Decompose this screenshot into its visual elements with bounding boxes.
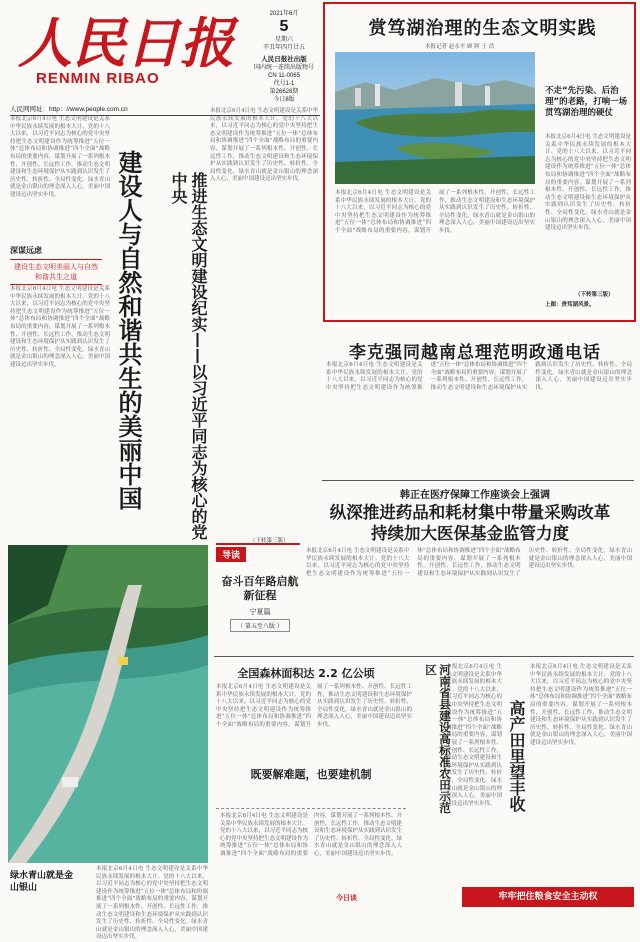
- issue-number: 第26628期: [269, 89, 299, 95]
- main-headline-vertical: 建设人与自然和谐共生的美丽中国: [114, 150, 142, 510]
- top-story-byline: 本报记者 赵永平 顾 阿 王 浩: [425, 44, 495, 50]
- top-story-body: 本报北京6月4日电 生态文明建设是关系中华民族永续发展的根本大计。党的十八大以来，以习近平同志为核心的党中央坚持把生态文明建设作为统筹推进“五位一体”总体布局和协调推进“四个全面”战略布局的重要内容，谋划开展了一系列根本性、开创性、长远性工作，推动生态文明建设和生态环境保护从实践到认识发生了历史性、转折性、全局性变化。绿水青山就是金山银山的理念深入人心，美丽中国建设迈出坚实步伐。: [335, 190, 535, 234]
- guide-subtitle: 宁夏篇: [249, 608, 271, 616]
- forest-body: 本报北京6月4日电 生态文明建设是关系中华民族永续发展的根本大计。党的十八大以来，以习近平同志为核心的党中央坚持把生态文明建设作为统筹推进“五位一体”总体布局和协调推进“四个全面”战略布局的重要内容，谋划开展了一系列根本性、开创性、长远性工作，推动生态文明建设和生态环境保护从实践到认识发生了历史性、转折性、全局性变化。绿水青山就是金山银山的理念深入人心，美丽中国建设迈出坚实步伐。: [216, 684, 412, 728]
- middle-body-text: 本报北京6月4日电 生态文明建设是关系中华民族永续发展的根本大计。党的十八大以来，以习近平同志为核心的党中央坚持把生态文明建设作为统筹推进“五位一体”总体布局和协调推进“四个全面”战略布局的重要内容，谋划开展了一系列根本性、开创性、长远性工作，推动生态文明建设和生态环境保护从实践到认识发生了历史性、转折性、全局性变化。绿水青山就是金山银山的理念深入人心，美丽中国建设迈出坚实步伐。: [210, 108, 318, 183]
- issn: CN 11-0065: [268, 73, 300, 79]
- issue-weekday: 星期六: [274, 37, 293, 43]
- guide-title[interactable]: 奋斗百年路启航新征程: [221, 575, 299, 602]
- health-headline[interactable]: [302, 502, 638, 544]
- intro-text: 本报北京6月4日电 生态文明建设是关系中华民族永续发展的根本大计。党的十八大以来，以习近平同志为核心的党中央坚持把生态文明建设作为统筹推进“五位一体”总体布局和协调推进“四个全面”战略布局的重要内容，谋划开展了一系列根本性、开创性、长远性工作，推动生态文明建设和生态环境保护从实践到认识发生了历史性、转折性、全局性变化。绿水青山就是金山银山的理念深入人心，美丽中国建设迈出坚实步伐。: [10, 116, 110, 198]
- today-label[interactable]: 今日谈: [336, 893, 357, 902]
- guide-tag: 导读: [216, 547, 246, 562]
- health-body: 本报北京6月4日电 生态文明建设是关系中华民族永续发展的根本大计。党的十八大以来，以习近平同志为核心的党中央坚持把生态文明建设作为统筹推进“五位一体”总体布局和协调推进“四个全面”战略布局的重要内容，谋划开展了一系列根本性、开创性、长远性工作，推动生态文明建设和生态环境保护从实践到认识发生了历史性、转折性、全局性变化。绿水青山就是金山银山的理念深入人心，美丽中国建设迈出坚实步伐。: [306, 548, 632, 577]
- top-story-side-body: 本报北京6月4日电 生态文明建设是关系中华民族永续发展的根本大计。党的十八大以来，以习近平同志为核心的党中央坚持把生态文明建设作为统筹推进“五位一体”总体布局和协调推进“四个全面”战略布局的重要内容，谋划开展了一系列根本性、开创性、长远性工作，推动生态文明建设和生态环境保护从实践到认识发生了历史性、转折性、全局性变化。绿水青山就是金山银山的理念深入人心，美丽中国建设迈出坚实步伐。: [545, 134, 631, 232]
- top-continued: （下转第三版）: [575, 292, 614, 298]
- logo-calligraphy: 人民日报: [18, 11, 234, 75]
- left-body-text: 本报北京6月4日电 生态文明建设是关系中华民族永续发展的根本大计。党的十八大以来，以习近平同志为核心的党中央坚持把生态文明建设作为统筹推进“五位一体”总体布局和协调推进“四个全面”战略布局的重要内容，谋划开展了一系列根本性、开创性、长远性工作，推动生态文明建设和生态环境保护从实践到认识发生了历史性、转折性、全局性变化。绿水青山就是金山银山的理念深入人心，美丽中国建设迈出坚实步伐。: [10, 286, 110, 368]
- health-headline-line2: 持续加大医保基金监管力度: [371, 524, 569, 543]
- issue-day: 5: [279, 18, 289, 35]
- lake-photo: [335, 52, 535, 184]
- forest-headline[interactable]: 全国森林面积达 2.2 亿公顷: [237, 667, 375, 680]
- editorial-box: [216, 808, 406, 892]
- top-story-title[interactable]: 赏笃湖治理的生态文明实践: [368, 18, 597, 39]
- divider: [214, 656, 634, 657]
- top-story-box: [323, 2, 636, 322]
- divider: [322, 480, 634, 481]
- spacer: [410, 664, 424, 665]
- left-kicker: 深谋远虑: [10, 245, 42, 255]
- site-url[interactable]: 人民网网址：http：//www.people.com.cn: [10, 106, 128, 113]
- health-kicker: 韩正在医疗保障工作座谈会上强调: [400, 490, 550, 501]
- diplomacy-headline[interactable]: 李克强同越南总理范明政通电话: [349, 343, 601, 363]
- photo-caption-green: 绿水青山就是金山银山: [10, 871, 74, 893]
- henan-headline-vertical[interactable]: 河南省县建设高标准农田示范区: [424, 664, 452, 814]
- middle-continued: （下转第三版）: [250, 538, 289, 544]
- issue-lunar: 辛丑年四月廿五: [262, 45, 305, 51]
- series-headline-vertical: 推进生态文明建设纪实——以习近平同志为核心的党中央: [169, 172, 208, 540]
- henan-body: 本报北京6月4日电 生态文明建设是关系中华民族永续发展的根本大计。党的十八大以来，以习近平同志为核心的党中央坚持把生态文明建设作为统筹推进“五位一体”总体布局和协调推进“四个全面”战略布局的重要内容，谋划开展了一系列根本性、开创性、长远性工作，推动生态文明建设和生态环境保护从实践到认识发生了历史性、转折性、全局性变化。绿水青山就是金山银山的理念深入人心，美丽中国建设迈出坚实步伐。: [446, 664, 502, 807]
- river-road-photo: [8, 545, 208, 863]
- sidebar-quote: 不走“先污染、后治理”的老路，打响一场贯笃湖治理的硬仗: [545, 86, 628, 118]
- publisher: 人民日报社出版: [261, 56, 307, 63]
- code: 代号1-1: [273, 81, 295, 87]
- editorial-headline[interactable]: 既要解难题，也要建机制: [250, 768, 372, 781]
- photo-caption-body: 本报北京6月4日电 生态文明建设是关系中华民族永续发展的根本大计。党的十八大以来，以习近平同志为核心的党中央坚持把生态文明建设作为统筹推进“五位一体”总体布局和协调推进“四个全面”战略布局的重要内容，谋划开展了一系列根本性、开创性、长远性工作，推动生态文明建设和生态环境保护从实践到认识发生了历史性、转折性、全局性变化。绿水青山就是金山银山的理念深入人心，美丽中国建设迈出坚实步伐。: [96, 866, 208, 941]
- guide-box: [216, 543, 300, 643]
- date-block: [252, 10, 316, 104]
- diplomacy-body: 本报北京6月4日电 生态文明建设是关系中华民族永续发展的根本大计。党的十八大以来，以习近平同志为核心的党中央坚持把生态文明建设作为统筹推进“五位一体”总体布局和协调推进“四个全面”战略布局的重要内容，谋划开展了一系列根本性、开创性、长远性工作，推动生态文明建设和生态环境保护从实践到认识发生了历史性、转折性、全局性变化。绿水青山就是金山银山的理念深入人心，美丽中国建设迈出坚实步伐。: [326, 362, 632, 391]
- photo-caption: 上图：贵笃湖风景。: [545, 302, 595, 308]
- left-kicker-sub: 建设生态文明美丽人与自然和谐共生之道: [10, 259, 102, 285]
- health-headline-line1: 纵深推进药品和耗材集中带量采购改革: [329, 503, 611, 522]
- grain-security-banner[interactable]: 牢牢把住粮食安全主动权: [462, 887, 634, 907]
- masthead-logo: [14, 4, 234, 74]
- editorial-body: 本报北京6月4日电 生态文明建设是关系中华民族永续发展的根本大计。党的十八大以来，以习近平同志为核心的党中央坚持把生态文明建设作为统筹推进“五位一体”总体布局和协调推进“四个全面”战略布局的重要内容，谋划开展了一系列根本性、开创性、长远性工作，推动生态文明建设和生态环境保护从实践到认识发生了历史性、转折性、全局性变化。绿水青山就是金山银山的理念深入人心，美丽中国建设迈出坚实步伐。: [220, 813, 403, 857]
- page-count: 今日8版: [273, 97, 295, 103]
- henan-main-vertical[interactable]: 高产田里望丰收: [507, 700, 526, 812]
- henan-side-body: 本报北京6月4日电 生态文明建设是关系中华民族永续发展的根本大计。党的十八大以来，以习近平同志为核心的党中央坚持把生态文明建设作为统筹推进“五位一体”总体布局和协调推进“四个全面”战略布局的重要内容，谋划开展了一系列根本性、开创性、长远性工作，推动生态文明建设和生态环境保护从实践到认识发生了历史性、转折性、全局性变化。绿水青山就是金山银山的理念深入人心，美丽中国建设迈出坚实步伐。: [530, 664, 632, 746]
- issn-label: 国内统一连续出版物号: [253, 65, 314, 71]
- guide-page-ref[interactable]: （ 第五至八版 ）: [230, 619, 290, 632]
- masthead-pinyin: RENMIN RIBAO: [36, 70, 160, 87]
- issue-month: 2021年6月: [269, 11, 299, 17]
